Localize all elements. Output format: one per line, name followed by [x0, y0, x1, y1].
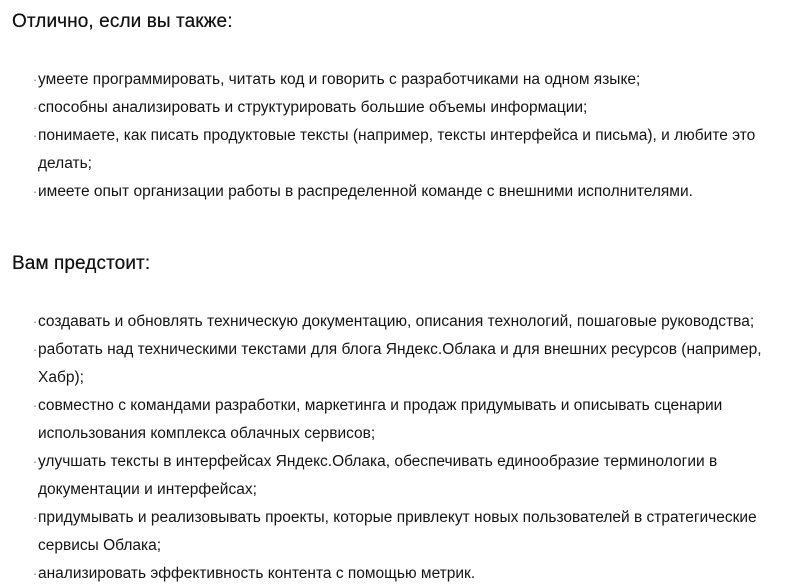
- bullet-icon: ·: [32, 128, 38, 143]
- list-item: [12, 308, 803, 336]
- list-item: [12, 336, 803, 392]
- bullet-icon: ·: [32, 72, 38, 87]
- list-item-text: улучшать тексты в интерфейсах Яндекс.Облака, обеспечивать единообразие терминологии в документации и интерфейсах;: [38, 453, 718, 498]
- list-item: [12, 66, 803, 94]
- bullet-icon: ·: [32, 454, 38, 469]
- responsibilities-list: [12, 308, 811, 588]
- list-item: [12, 392, 803, 448]
- list-item: [12, 504, 803, 560]
- nice-to-have-list: [12, 66, 811, 206]
- list-item: [12, 122, 803, 178]
- section-title-responsibilities: Вам предстоит:: [12, 253, 151, 274]
- bullet-icon: ·: [32, 100, 38, 115]
- bullet-icon: ·: [32, 566, 38, 581]
- bullet-icon: ·: [32, 398, 38, 413]
- list-item-text: создавать и обновлять техническую документацию, описания технологий, пошаговые руководства;: [38, 313, 755, 330]
- list-item-text: способны анализировать и структурировать большие объемы информации;: [38, 99, 588, 116]
- list-item: [12, 560, 803, 588]
- list-item-text: понимаете, как писать продуктовые тексты (например, тексты интерфейса и письма), и любите это делать;: [38, 127, 756, 172]
- bullet-icon: ·: [32, 510, 38, 525]
- list-item-text: работать над техническими текстами для блога Яндекс.Облака и для внешних ресурсов (например, Хабр);: [38, 341, 762, 386]
- bullet-icon: ·: [32, 314, 38, 329]
- list-item-text: придумывать и реализовывать проекты, которые привлекут новых пользователей в стратегические сервисы Облака;: [38, 509, 757, 554]
- bullet-icon: ·: [32, 184, 38, 199]
- section-title-nice-to-have: Отлично, если вы также:: [12, 11, 233, 32]
- list-item: [12, 448, 803, 504]
- list-item-text: совместно с командами разработки, маркетинга и продаж придумывать и описывать сценарии использования комплекса облачных сервисов;: [38, 397, 723, 442]
- bullet-icon: ·: [32, 342, 38, 357]
- list-item: [12, 94, 803, 122]
- list-item-text: умеете программировать, читать код и говорить с разработчиками на одном языке;: [38, 71, 641, 88]
- list-item: [12, 178, 803, 206]
- list-item-text: имеете опыт организации работы в распределенной команде с внешними исполнителями.: [38, 183, 693, 200]
- list-item-text: анализировать эффективность контента с помощью метрик.: [38, 565, 476, 582]
